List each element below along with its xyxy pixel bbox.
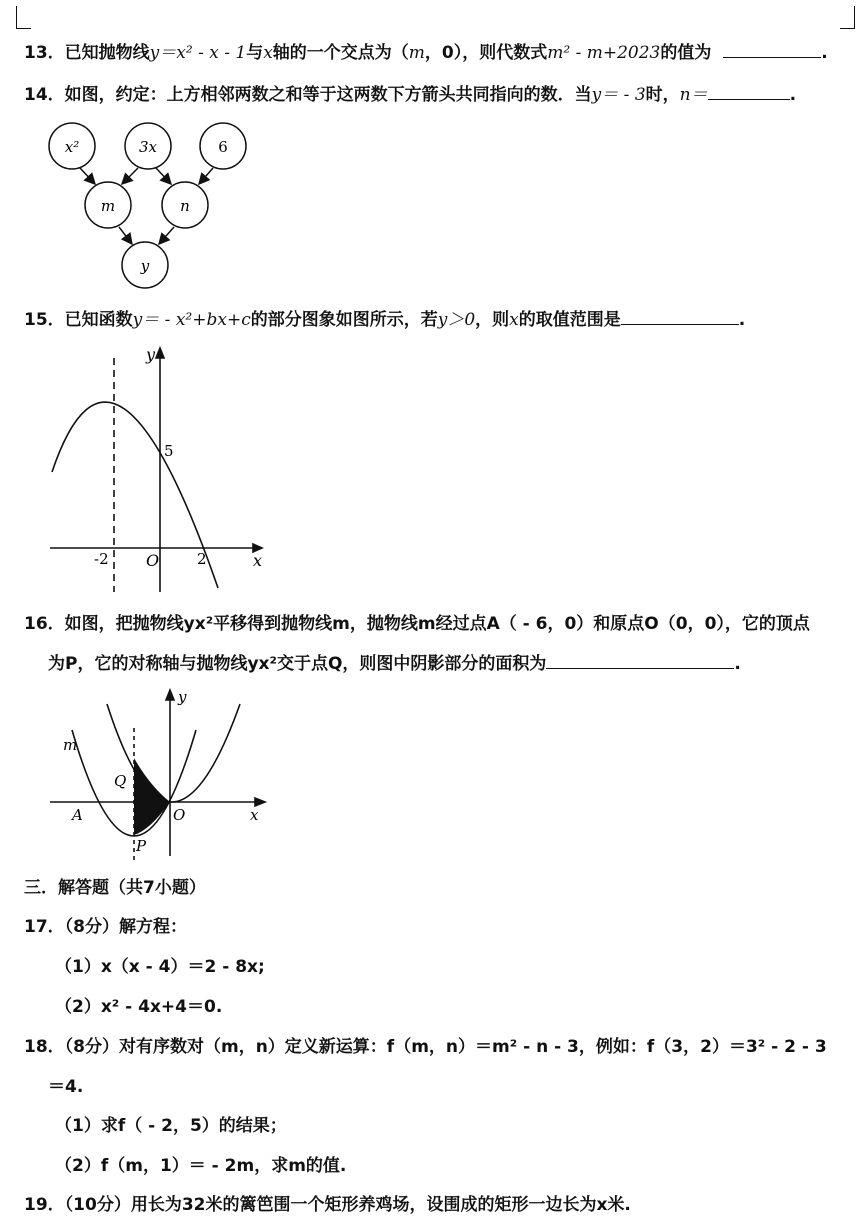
svg-text:-2: -2 (94, 550, 109, 568)
svg-text:x: x (253, 551, 263, 570)
svg-text:y: y (178, 688, 187, 706)
node-n: n (180, 197, 190, 215)
question-15: 15．已知函数y＝ - x²+bx+c的部分图象如图所示，若y＞0，则x的取值范围是 . (24, 310, 746, 330)
node-3x: 3x (138, 138, 158, 156)
question-16-line2: 为P，它的对称轴与抛物线yx²交于点Q，则图中阴影部分的面积为 . (48, 654, 741, 674)
svg-text:2: 2 (197, 550, 207, 568)
question-19: 19．（10分）用长为32米的篱笆围一个矩形养鸡场，设围成的矩形一边长为x米. (24, 1195, 631, 1215)
svg-text:5: 5 (164, 442, 174, 460)
node-x-squared: x² (64, 138, 80, 156)
question-14: 14．如图，约定：上方相邻两数之和等于这两数下方箭头共同指向的数．当y＝ - 3时，n＝ . (24, 85, 797, 105)
svg-text:P: P (136, 837, 147, 855)
question-13: 13．已知抛物线y＝x² - x - 1与x轴的一个交点为（m，0），则代数式m² - m+2023的值为 . (24, 43, 828, 63)
answer-blank[interactable] (621, 310, 739, 325)
svg-text:Q: Q (114, 772, 127, 790)
answer-blank[interactable] (546, 654, 734, 669)
question-17-part2: （2）x² - 4x+4＝0. (55, 997, 223, 1017)
svg-text:x: x (250, 806, 259, 824)
section-3-title: 三．解答题（共7小题） (24, 878, 206, 898)
q14-number-diagram (0, 0, 867, 300)
node-m: m (100, 197, 116, 215)
question-18: 18．（8分）对有序数对（m，n）定义新运算：f（m，n）＝m² - n - 3，例如：f（3，2）＝3² - 2 - 3 (24, 1037, 827, 1057)
question-18-part1: （1）求f（ - 2，5）的结果； (55, 1116, 287, 1136)
question-16-line1: 16．如图，把抛物线yx²平移得到抛物线m，抛物线m经过点A（ - 6，0）和原点O（0，0），它的顶点 (24, 614, 810, 634)
svg-text:y: y (146, 345, 156, 364)
parabola-y-x2 (107, 704, 240, 802)
question-18-part2: （2）f（m，1）＝ - 2m，求m的值. (55, 1156, 347, 1176)
node-y: y (140, 257, 150, 275)
q15-function-graph (0, 330, 867, 630)
svg-text:O: O (173, 806, 186, 824)
svg-text:O: O (146, 551, 160, 570)
parabola-curve (52, 402, 218, 588)
node-6: 6 (218, 138, 228, 156)
question-17-part1: （1）x（x - 4）＝2 - 8x; (55, 957, 265, 977)
svg-text:m: m (63, 736, 78, 754)
question-17: 17．（8分）解方程： (24, 917, 187, 937)
shaded-region (134, 758, 170, 835)
svg-text:A: A (72, 806, 83, 824)
question-18-cont: ＝4. (48, 1077, 84, 1097)
